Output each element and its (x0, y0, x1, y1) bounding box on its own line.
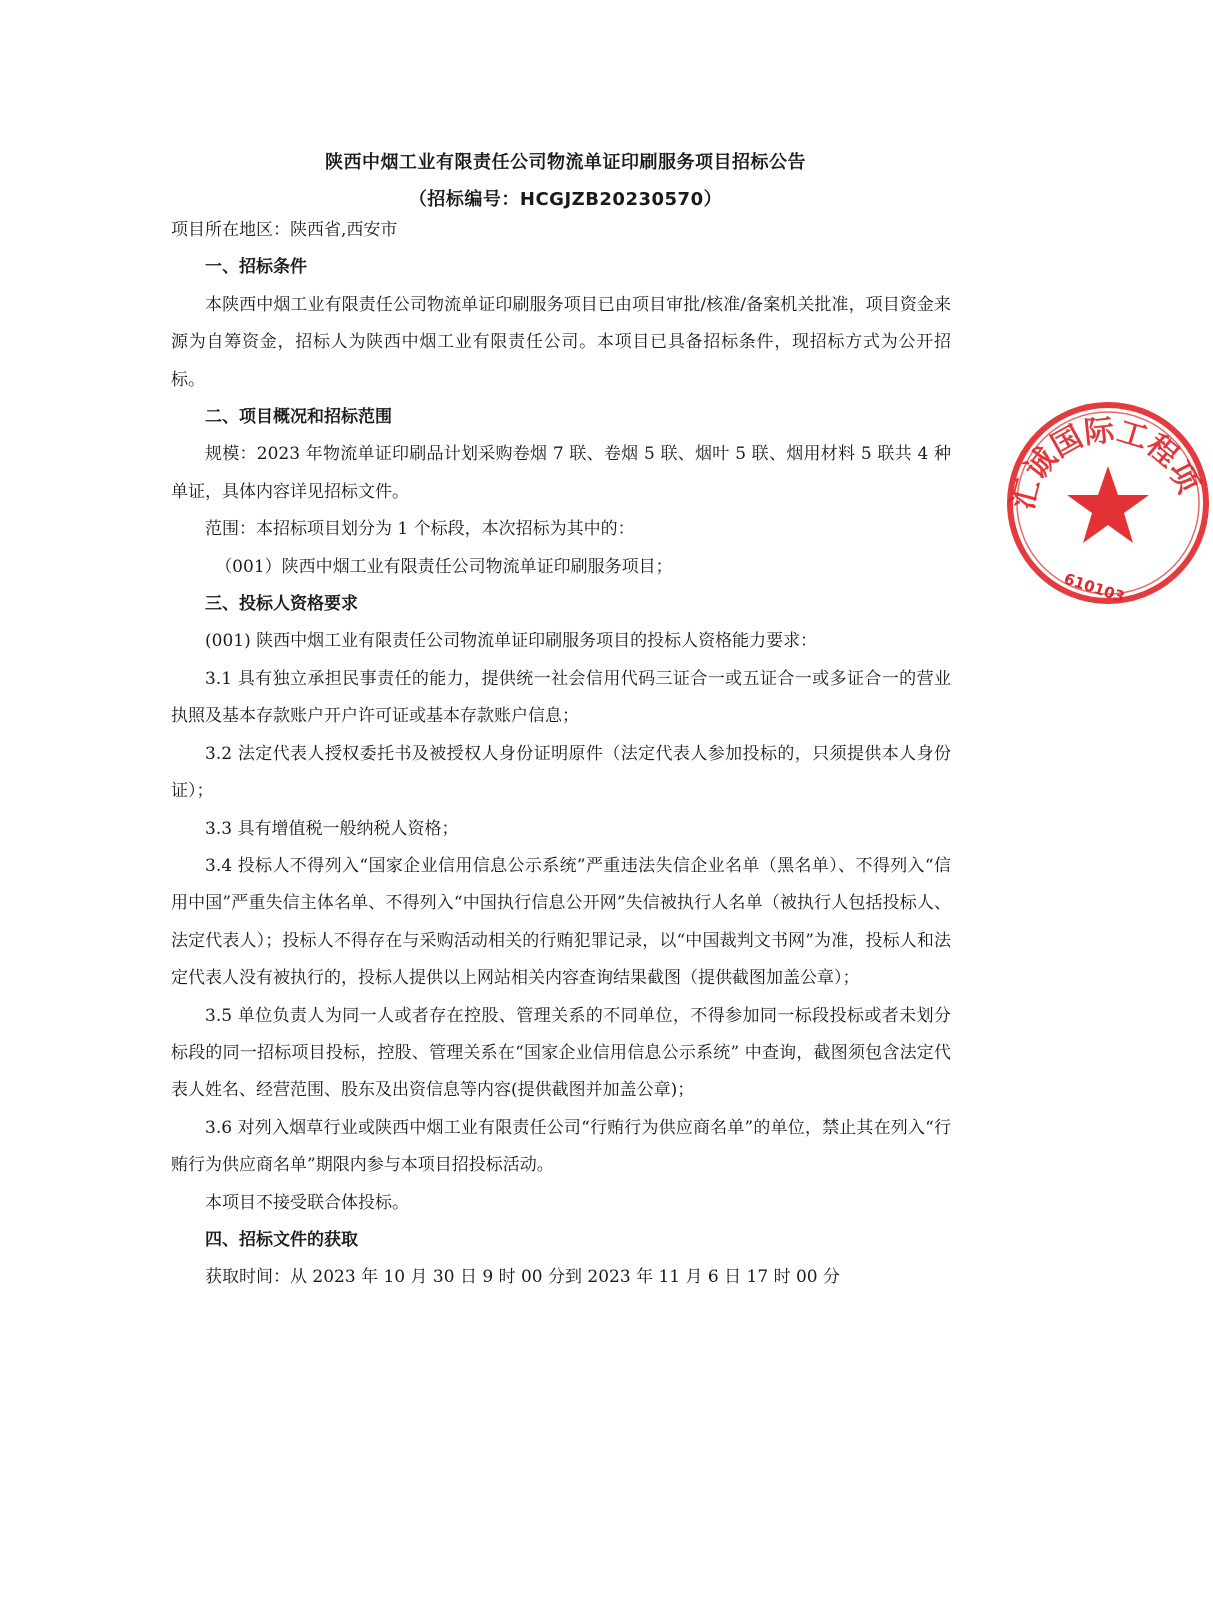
paragraph: 3.2 法定代表人授权委托书及被授权人身份证明原件（法定代表人参加投标的，只须提供本人身份证）； (171, 743, 951, 802)
section-heading-4: 四、招标文件的获取 (205, 1229, 358, 1250)
paragraph: 获取时间：从 2023 年 10 月 30 日 9 时 00 分到 2023 年 11 月 6 日 17 时 00 分 (205, 1267, 841, 1288)
document-title: 陕西中烟工业有限责任公司物流单证印刷服务项目招标公告 (325, 152, 806, 173)
paragraph: (001) 陕西中烟工业有限责任公司物流单证印刷服务项目的投标人资格能力要求： (205, 631, 818, 652)
paragraph: 范围：本招标项目划分为 1 个标段，本次招标为其中的： (205, 519, 635, 540)
paragraph: 规模：2023 年物流单证印刷品计划采购卷烟 7 联、卷烟 5 联、烟叶 5 联、烟用材料 5 联共 4 种单证，具体内容详见招标文件。 (171, 444, 951, 502)
paragraph: 本项目不接受联合体投标。 (205, 1192, 409, 1213)
paragraph: 本陕西中烟工业有限责任公司物流单证印刷服务项目已由项目审批/核准/备案机关批准，项目资金来源为自筹资金，招标人为陕西中烟工业有限责任公司。本项目已具备招标条件，现招标方式为公开招标。 (171, 294, 951, 390)
seal-number: 610103 (1061, 569, 1127, 607)
seal-arc-text: 汇诚国际工程项 (1005, 412, 1206, 514)
section-heading-3: 三、投标人资格要求 (205, 594, 358, 615)
document-body (171, 212, 951, 1297)
section-heading-2: 二、项目概况和招标范围 (205, 407, 392, 428)
paragraph: 3.3 具有增值税一般纳税人资格； (205, 818, 459, 839)
star-icon (1067, 466, 1149, 543)
paragraph: 3.6 对列入烟草行业或陕西中烟工业有限责任公司“行贿行为供应商名单”的单位，禁止其在列入“行贿行为供应商名单”期限内参与本项目招投标活动。 (171, 1117, 951, 1176)
paragraph: （001）陕西中烟工业有限责任公司物流单证印刷服务项目； (215, 556, 673, 577)
paragraph: 3.5 单位负责人为同一人或者存在控股、管理关系的不同单位，不得参加同一标段投标或者未划分标段的同一招标项目投标，控股、管理关系在“国家企业信用信息公示系统” 中查询，截图须包含法定代表人姓名、经营范围、股东及出资信息等内容(提供截图并加盖公章)； (171, 1005, 951, 1101)
tender-code: （招标编号：HCGJZB20230570） (408, 189, 723, 210)
paragraph: 3.1 具有独立承担民事责任的能力，提供统一社会信用代码三证合一或五证合一或多证合一的营业执照及基本存款账户开户许可证或基本存款账户信息； (171, 668, 951, 727)
project-region: 项目所在地区：陕西省,西安市 (171, 220, 398, 240)
paragraph: 3.4 投标人不得列入“国家企业信用信息公示系统”严重违法失信企业名单（黑名单）、不得列入“信用中国”严重失信主体名单、不得列入“中国执行信息公开网”失信被执行人名单（被执行人包括投标人、法定代表人）；投标人不得存在与采购活动相关的行贿犯罪记录，以“中国裁判文书网”为准，投标人和法定代表人没有被执行的，投标人提供以上网站相关内容查询结果截图（提供截图加盖公章）； (171, 855, 951, 989)
section-heading-1: 一、招标条件 (205, 257, 307, 278)
company-seal-stamp (1003, 398, 1213, 608)
